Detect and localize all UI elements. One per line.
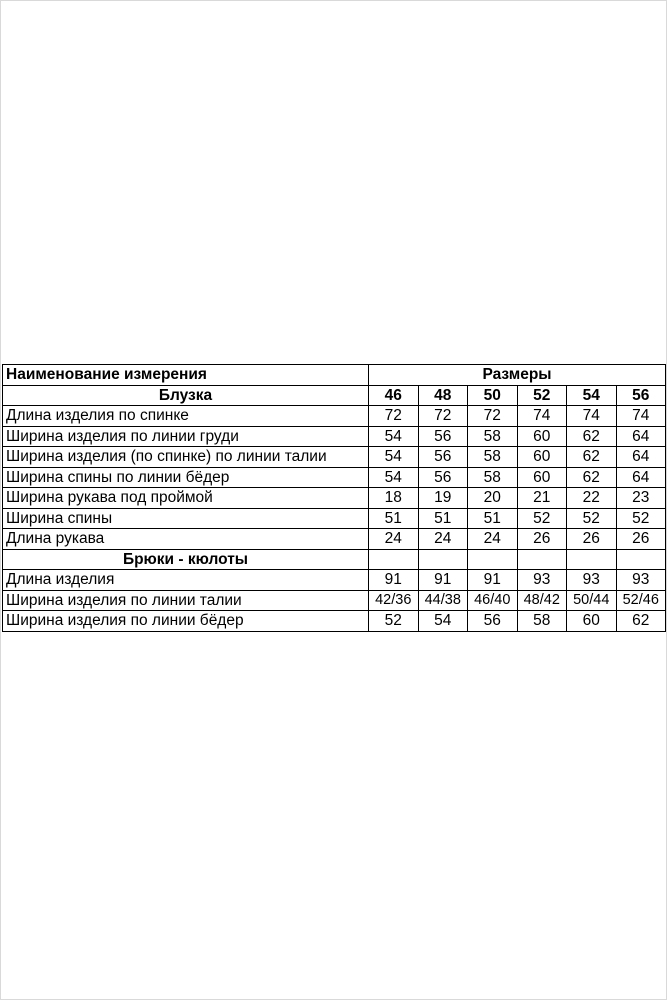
size-header-cell: 52: [517, 385, 567, 406]
value-cell: 54: [369, 447, 419, 468]
value-cell: 21: [517, 488, 567, 509]
value-cell: 52: [517, 508, 567, 529]
value-cell: 74: [517, 406, 567, 427]
value-cell: 18: [369, 488, 419, 509]
empty-cell: [369, 549, 419, 570]
value-cell: 44/38: [418, 590, 468, 611]
empty-cell: [468, 549, 518, 570]
table-row: [3, 529, 666, 550]
value-cell: 54: [418, 611, 468, 632]
row-label: Ширина рукава под проймой: [3, 488, 369, 509]
value-cell: 52: [616, 508, 666, 529]
table-row: [3, 426, 666, 447]
value-cell: 74: [567, 406, 617, 427]
row-label: Длина изделия по спинке: [3, 406, 369, 427]
value-cell: 20: [468, 488, 518, 509]
value-cell: 64: [616, 447, 666, 468]
value-cell: 23: [616, 488, 666, 509]
row-label: Ширина изделия по линии груди: [3, 426, 369, 447]
value-cell: 56: [418, 426, 468, 447]
value-cell: 60: [517, 447, 567, 468]
value-cell: 52: [369, 611, 419, 632]
value-cell: 64: [616, 426, 666, 447]
size-header-cell: 46: [369, 385, 419, 406]
value-cell: 42/36: [369, 590, 419, 611]
section-title-culottes: Брюки - кюлоты: [3, 549, 369, 570]
value-cell: 62: [567, 467, 617, 488]
section-row-culottes: [3, 549, 666, 570]
row-label: Ширина спины по линии бёдер: [3, 467, 369, 488]
row-label: Длина рукава: [3, 529, 369, 550]
value-cell: 51: [418, 508, 468, 529]
size-header-cell: 56: [616, 385, 666, 406]
value-cell: 56: [418, 447, 468, 468]
value-cell: 48/42: [517, 590, 567, 611]
value-cell: 91: [369, 570, 419, 591]
value-cell: 60: [517, 426, 567, 447]
value-cell: 74: [616, 406, 666, 427]
value-cell: 60: [517, 467, 567, 488]
value-cell: 60: [567, 611, 617, 632]
value-cell: 24: [468, 529, 518, 550]
value-cell: 93: [517, 570, 567, 591]
empty-cell: [616, 549, 666, 570]
value-cell: 72: [369, 406, 419, 427]
value-cell: 58: [468, 447, 518, 468]
value-cell: 62: [567, 426, 617, 447]
empty-cell: [418, 549, 468, 570]
empty-cell: [567, 549, 617, 570]
value-cell: 62: [616, 611, 666, 632]
row-label: Ширина спины: [3, 508, 369, 529]
value-cell: 26: [616, 529, 666, 550]
measurement-name-header: Наименование измерения: [3, 365, 369, 386]
table-row: [3, 611, 666, 632]
value-cell: 72: [418, 406, 468, 427]
section-row-blouse: [3, 385, 666, 406]
value-cell: 26: [517, 529, 567, 550]
value-cell: 24: [369, 529, 419, 550]
size-header-cell: 54: [567, 385, 617, 406]
table-row: [3, 488, 666, 509]
value-cell: 51: [468, 508, 518, 529]
value-cell: 19: [418, 488, 468, 509]
row-label: Ширина изделия по линии талии: [3, 590, 369, 611]
header-row: [3, 365, 666, 386]
value-cell: 52: [567, 508, 617, 529]
row-label: Ширина изделия по линии бёдер: [3, 611, 369, 632]
value-cell: 72: [468, 406, 518, 427]
value-cell: 91: [468, 570, 518, 591]
table-row: [3, 508, 666, 529]
sizes-header: Размеры: [369, 365, 666, 386]
value-cell: 56: [468, 611, 518, 632]
value-cell: 58: [517, 611, 567, 632]
section-title-blouse: Блузка: [3, 385, 369, 406]
table-row: [3, 467, 666, 488]
table-row: [3, 570, 666, 591]
table-row: [3, 590, 666, 611]
value-cell: 54: [369, 467, 419, 488]
table-row: [3, 447, 666, 468]
table-row: [3, 406, 666, 427]
size-header-cell: 50: [468, 385, 518, 406]
value-cell: 62: [567, 447, 617, 468]
empty-cell: [517, 549, 567, 570]
value-cell: 64: [616, 467, 666, 488]
value-cell: 22: [567, 488, 617, 509]
value-cell: 52/46: [616, 590, 666, 611]
value-cell: 50/44: [567, 590, 617, 611]
value-cell: 24: [418, 529, 468, 550]
value-cell: 26: [567, 529, 617, 550]
value-cell: 93: [567, 570, 617, 591]
size-chart-table: [2, 364, 666, 632]
value-cell: 58: [468, 426, 518, 447]
value-cell: 93: [616, 570, 666, 591]
row-label: Ширина изделия (по спинке) по линии талии: [3, 447, 369, 468]
value-cell: 46/40: [468, 590, 518, 611]
value-cell: 54: [369, 426, 419, 447]
size-header-cell: 48: [418, 385, 468, 406]
value-cell: 51: [369, 508, 419, 529]
value-cell: 91: [418, 570, 468, 591]
value-cell: 58: [468, 467, 518, 488]
row-label: Длина изделия: [3, 570, 369, 591]
value-cell: 56: [418, 467, 468, 488]
